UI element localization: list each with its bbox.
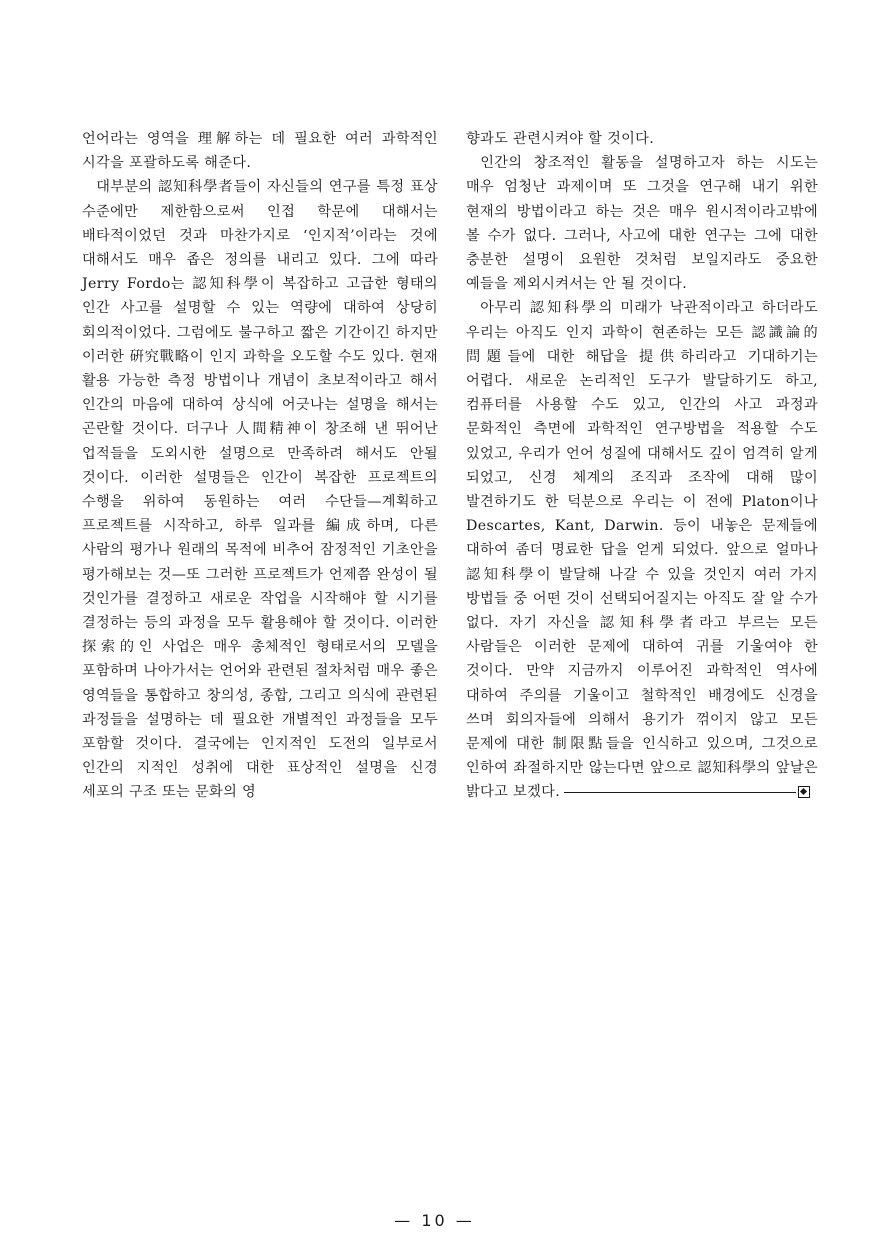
end-rule [564, 792, 796, 793]
paragraph: 언어라는 영역을 理解하는 데 필요한 여러 과학적인 시각을 포괄하도록 해준다. [82, 131, 438, 172]
paragraph: 대부분의 認知科學者들이 자신들의 연구를 특정 표상 수준에만 제한함으로써 인접 학문에 대해서는 배타적이었던 것과 마찬가지로 ‘인지적’이라는 것에 대해서도 매우 좁은 정의를 내리고 있다. 그에 따라 Jerry Fordo는 認知科學이 복잡하고 고급한 형태의 인간 사고를 설명할 수 있는 역량에 대하여 상당히 회의적이었다. 그럼에도 불구하고 짧은 기간이긴 하지만 이러한 硏究戰略이 인지 과학을 오도할 수도 있다. 현재 활용 가능한 측정 방법이나 개념이 초보적이라고 해서 인간의 마음에 대하여 상식에 어긋나는 설명을 해서는 곤란할 것이다. 더구나 人間精神이 창조해 낸 뛰어난 업적들을 도외시한 설명으로 만족하려 해서도 안될 것이다. 이러한 설명들은 인간이 복잡한 프로젝트의 수행을 위하여 동원하는 여러 수단들—계획하고 프로젝트를 시작하고, 하루 일과를 編成하며, 다른 사람의 평가나 원래의 목적에 비추어 잠정적인 기초안을 평가해보는 것—또 그러한 프로젝트가 언제쯤 완성이 될 것인가를 결정하고 새로운 작업을 시작해야 할 시기를 결정하는 등의 과정을 모두 활용해야 할 것이다. 이러한 探索的인 사업은 매우 총체적인 형태로서의 모델을 포함하며 나아가서는 언어와 관련된 절차처럼 매우 좋은 영역들을 통합하고 창의성, 종합, 그리고 의식에 관련된 과정들을 설명하는 데 필요한 개별적인 과정들을 모두 포함할 것이다. 결국에는 인지적인 도전의 일부로서 인간의 지적인 성취에 대한 표상적인 설명을 신경 세포의 구조 또는 문화의 영 [82, 179, 438, 801]
page-number: — 10 — [394, 1211, 475, 1230]
end-of-article-icon [798, 786, 810, 798]
paragraph: 인간의 창조적인 활동을 설명하고자 하는 시도는 매우 엄청난 과제이며 또 그것을 연구해 내기 위한 현재의 방법이라고 하는 것은 매우 원시적이라고밖에 볼 수가 없다. 그러나, 사고에 대한 연구는 그에 대한 충분한 설명이 요원한 것처럼 보일지라도 중요한 예들을 제외시켜서는 안 될 것이다. [466, 155, 818, 293]
paragraph: 향과도 관련시켜야 할 것이다. [466, 131, 655, 147]
left-column [82, 127, 438, 805]
paragraph-text: 아무리 認知科學의 미래가 낙관적이라고 하더라도 우리는 아직도 인지 과학이 현존하는 모든 認識論的 問題들에 대한 해답을 提供하리라고 기대하기는 어렵다. 새로운 논리적인 도구가 발달하기도 하고, 컴퓨터를 사용할 수도 있고, 인간의 사고 과정과 문화적인 측면에 과학적인 연구방법을 적용할 수도 있었고, 우리가 언어 성질에 대해서도 깊이 엄격히 알게 되었고, 신경 체계의 조직과 조작에 대해 많이 발견하기도 한 덕분으로 우리는 이 전에 Platon이나 Descartes, Kant, Darwin. 등이 내놓은 문제들에 대하여 좀더 명료한 답을 얻게 되었다. 앞으로 얼마나 認知科學이 발달해 나갈 수 있을 것인지 여러 가지 방법들 중 어떤 것이 선택되어질지는 아직도 잘 알 수가 없다. 자기 자신을 認知科學者라고 부르는 모든 사람들은 이러한 문제에 대하여 귀를 기울여야 한 것이다. 만약 지금까지 이루어진 과학적인 역사에 대하여 주의를 기울이고 철학적인 배경에도 신경을 쓰며 회의자들에 의해서 용기가 꺾이지 않고 모든 문제에 대한 制限點들을 인식하고 있으며, 그것으로 인하여 좌절하지만 않는다면 앞으로 認知科學의 앞날은 밝다고 보겠다. [466, 300, 818, 801]
right-column [466, 127, 818, 805]
final-paragraph [466, 296, 818, 804]
